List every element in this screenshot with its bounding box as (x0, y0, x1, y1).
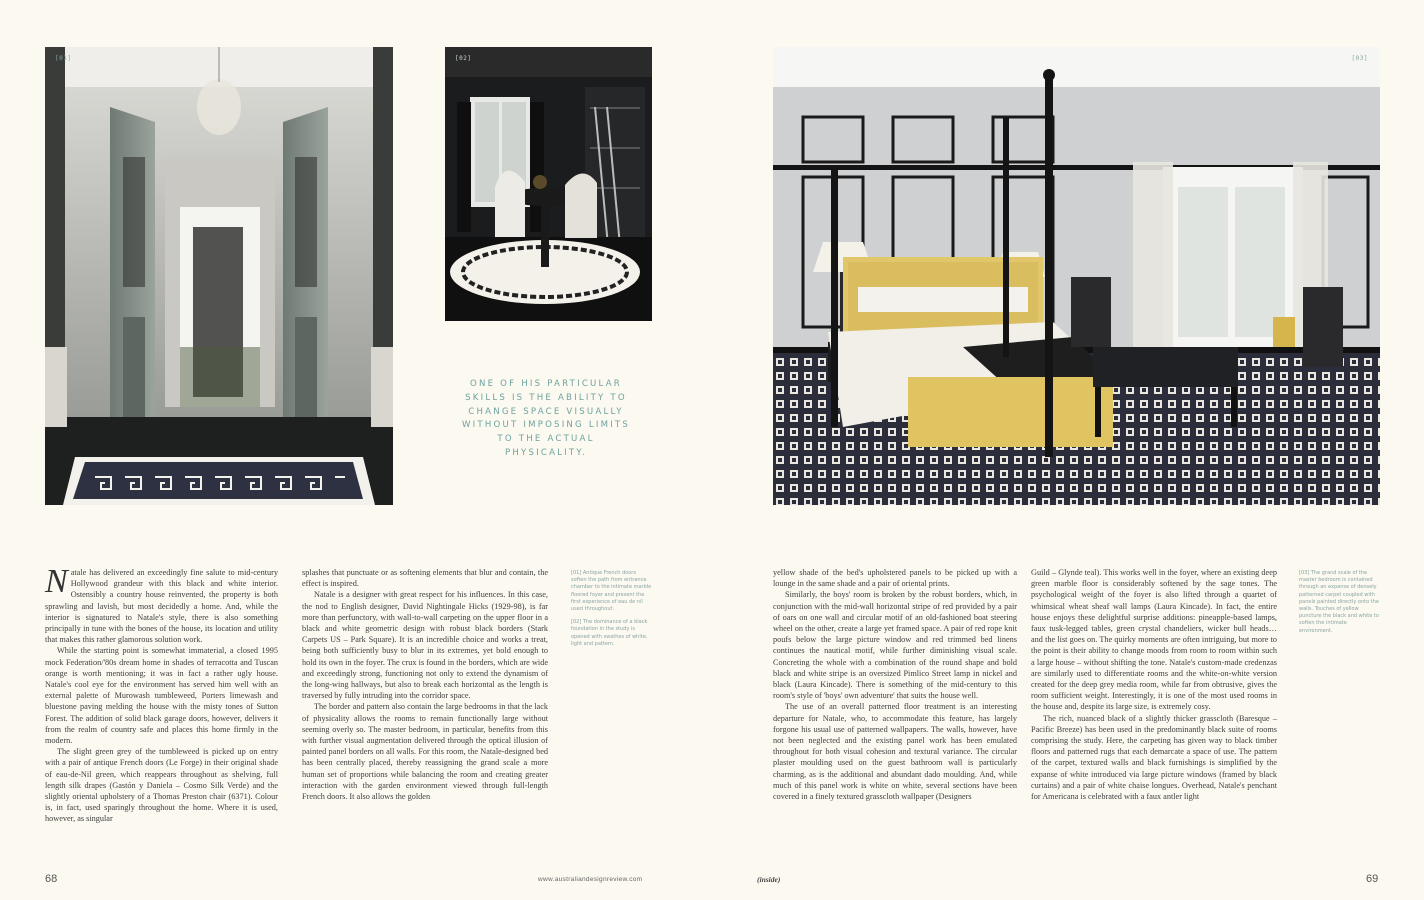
paragraph: The border and pattern also contain the large bedrooms in that the lack of physicality allows the rooms to remain functionally large without seeming overly so. The master bedroom, in particular, benefits from this with further visual augmentation delivered through the optical illusion of painted panel borders on all walls. For this room, the Natale-designed bed has been centrally placed, thereby reassigning the grand scale a more human set of proportions while balancing the room and creating greater interaction with the garden environment viewed through full-length French doors. It also allows the golden (302, 702, 548, 802)
paragraph: yellow shade of the bed's upholstered panels to be picked up with a lounge in the same shade and a pair of oriental prints. (773, 568, 1017, 589)
study-photo (445, 47, 652, 321)
drop-cap: N (45, 563, 68, 600)
right-page-number: 69 (1366, 873, 1379, 885)
photo-number-tag: [03] (1351, 55, 1368, 62)
paragraph: Similarly, the boys' room is broken by the robust borders, which, in conjunction with the mid-wall horizontal stripe of red provided by a pair of oars on one wall and circular motif of an old-fashioned boat steering wheel on the other, create a large yet framed space. A pair of red rope knit poufs below the large picture window and red trimmed bed linens continues the nautical motif, while further diminishing visual scale. Concreting the whole with a combination of the round shape and bold black and white stripe is an oversized Pimlico Street lamp in nickel and black (Laura Kincade). There is something of the mid-century to this room's style of 'boys' own adventure' that suits the house well. (773, 590, 1017, 701)
photo-number-tag: [01] (55, 55, 72, 62)
body-column-1 (45, 563, 278, 825)
magazine-brand: (inside) (757, 875, 781, 884)
website-url: www.australiandesignreview.com (538, 876, 643, 883)
paragraph: splashes that punctuate or as softening elements that blur and contain, the effect is inspired. (302, 568, 548, 589)
paragraph: atale has delivered an exceedingly fine salute to mid-century Hollywood grandeur with this black and white interior. Ostensibly a country house reinvented, the property is both sprawling and lavish, but most decidedly a home. And, while the interior is signatured to Natale's style, there is also something principally in tune with the bones of the house, its location and utility that makes this rather glamorous solution work. (45, 568, 278, 645)
caption: [03] The grand scale of the master bedroom is contained through an expanse of densely patterned carpet coupled with panels painted directly onto the walls. Touches of yellow puncture the black and white to soften the intimate environment. (1299, 570, 1379, 634)
body-column-3 (773, 567, 1017, 802)
paragraph: While the starting point is somewhat immaterial, a closed 1995 mock Federation/'80s dream home in shades of terracotta and Tuscan orange is worth mentioning; it was in fact a rather ugly house. Natale's cool eye for the environment has served him well with an external palette of Murowash tumbleweed, Porters limewash and bluestone paving melding the house with the misty tones of Sutton Forest. The addition of solid black garage doors, however, delivers it from the realm of country safe and places this home firmly in the modern. (45, 646, 278, 746)
left-page-number: 68 (45, 873, 58, 885)
photo-number-tag: [02] (455, 55, 472, 62)
foyer-photo (45, 47, 393, 505)
body-column-4 (1031, 567, 1277, 802)
paragraph: The rich, nuanced black of a slightly thicker grasscloth (Baresque – Pacific Breeze) has been used in the predominantly black suite of rooms comprising the study. Here, the carpeting has given way to black timber floors and patterned rugs that each demarcate a space of use. The pattern of the carpet, textured walls and black furnishings is simplified by the expanse of white introduced via large picture windows (framed by black curtains) and a pair of white chaise longues. Overhead, Natale's penchant for Americana is celebrated with a faux antler light (1031, 713, 1277, 802)
body-column-2 (302, 567, 548, 802)
paragraph: Natale is a designer with great respect for his influences. In this case, the nod to English designer, David Nightingale Hicks (1929-98), is far more than perfunctory, with wall-to-wall carpeting on the upper floor in a black and white geometric design with robust black borders (Stark Carpets US – Park Square). It is an incredible choice and works a treat, being both sufficiently busy to blur in its extremes, yet bold enough to hold its own in the foyer. The crux is found in the borders, which are wide and exceedingly strong, functioning not only to extend the dynamism of the long-wing hallways, but also to break each horizontal as the length is traversed by fully intruding into the corridor space. (302, 590, 548, 701)
caption: [02] The dominance of a black foundation in the study is opened with swathes of white, light and pattern. (571, 619, 648, 647)
paragraph: The use of an overall patterned floor treatment is an interesting departure for Natale, who, to accommodate this feature, has largely forgone his usual use of patterned wallpapers. The walls, however, have not been neglected and the existing panel work has been emulated throughout for both visual cohesion and textural variance. The circular plaster moulding used on the guest bathroom wall is particularly charming, as is the additional and abundant dado moulding. And, while much of this panel work is white on white, several sections have been covered in a finely textured grasscloth wallpaper (Designers (773, 702, 1017, 802)
captions-left (571, 570, 653, 654)
paragraph: Guild – Glynde teal). This works well in the foyer, where an existing deep green marble floor is considerably softened by the sage tones. The psychological weight of the foyer is also lifted through a quartet of whimsical wheat sheaf wall lamps (Laura Kincade). In fact, the entire house enjoys these delightful surprise additions: pineapple-based lamps, faux tusk-legged tables, green crystal chandeliers, wicker bull heads… and the list goes on. The quirky moments are often intriguing, but more to the point is their ability to change moods from room to room within such a large house – without shifting the tone. Natale's custom-made credenzas are similarly used to differentiate rooms and the white-on-white version created for the deep grey media room, while far from obtrusive, gives the room sufficient weight. Interestingly, it is one of the most used rooms in the house and, despite its large size, is extremely cosy. (1031, 568, 1277, 712)
pull-quote: ONE OF HIS PARTICULAR SKILLS IS THE ABILITY TO CHANGE SPACE VISUALLY WITHOUT IMPOSING LIMITS TO THE ACTUAL PHYSICALITY. (461, 379, 631, 458)
paragraph: The slight green grey of the tumbleweed is picked up on entry with a pair of antique French doors (Le Forge) in their original shade of eau-de-Nil green, which reappears throughout as shelving, full length silk drapes (Gastón y Daniela – Cosmo Silk Verde) and the slightly oriental upholstery of a Thomas Preston chair (6371). Colour is, in fact, used sparingly throughout the home. Where it is used, however, as singular (45, 747, 278, 824)
caption: [01] Antique French doors soften the path from entrance chamber to the intimate marble floored foyer and present the first experience of eau de nil used throughout. (571, 570, 652, 613)
bedroom-photo (773, 47, 1380, 505)
captions-right (1299, 570, 1379, 641)
